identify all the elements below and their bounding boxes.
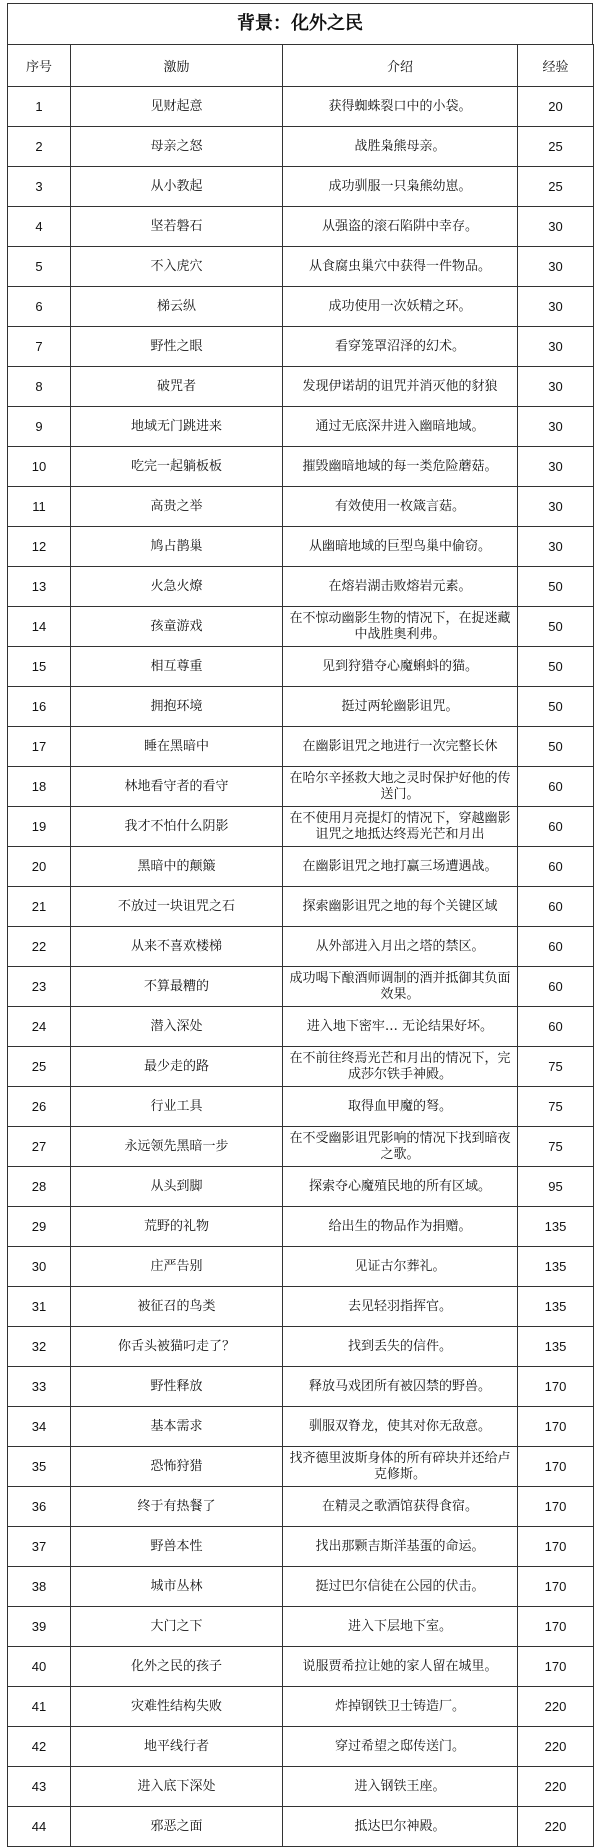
row-experience: 60 <box>518 807 594 847</box>
row-number: 17 <box>8 727 71 767</box>
row-experience: 50 <box>518 687 594 727</box>
table-row <box>8 1487 594 1527</box>
row-description: 在幽影诅咒之地进行一次完整长休 <box>283 727 518 767</box>
row-experience: 30 <box>518 447 594 487</box>
row-description: 找齐德里波斯身体的所有碎块并还给卢克修斯。 <box>283 1447 518 1487</box>
row-incentive-name: 潜入深处 <box>71 1007 283 1047</box>
row-description: 在不前往终焉光芒和月出的情况下，完成莎尔铁手神殿。 <box>283 1047 518 1087</box>
table-row <box>8 727 594 767</box>
row-description: 在精灵之歌酒馆获得食宿。 <box>283 1487 518 1527</box>
row-number: 8 <box>8 367 71 407</box>
row-experience: 30 <box>518 407 594 447</box>
row-number: 36 <box>8 1487 71 1527</box>
row-experience: 220 <box>518 1807 594 1847</box>
row-number: 2 <box>8 127 71 167</box>
table-row <box>8 1527 594 1567</box>
row-number: 22 <box>8 927 71 967</box>
row-incentive-name: 终于有热餐了 <box>71 1487 283 1527</box>
row-number: 43 <box>8 1767 71 1807</box>
table-row <box>8 647 594 687</box>
row-experience: 95 <box>518 1167 594 1207</box>
row-incentive-name: 你舌头被猫叼走了？ <box>71 1327 283 1367</box>
row-number: 28 <box>8 1167 71 1207</box>
column-header-number: 序号 <box>8 45 71 87</box>
row-description: 进入地下密牢… 无论结果好坏。 <box>283 1007 518 1047</box>
row-experience: 60 <box>518 847 594 887</box>
row-incentive-name: 野兽本性 <box>71 1527 283 1567</box>
row-description: 在幽影诅咒之地打赢三场遭遇战。 <box>283 847 518 887</box>
column-header-experience: 经验 <box>518 45 594 87</box>
row-number: 7 <box>8 327 71 367</box>
row-number: 27 <box>8 1127 71 1167</box>
row-incentive-name: 从小教起 <box>71 167 283 207</box>
row-experience: 60 <box>518 1007 594 1047</box>
row-incentive-name: 睡在黑暗中 <box>71 727 283 767</box>
table-row <box>8 1007 594 1047</box>
row-experience: 170 <box>518 1447 594 1487</box>
row-description: 成功使用一次妖精之环。 <box>283 287 518 327</box>
row-number: 26 <box>8 1087 71 1127</box>
row-experience: 60 <box>518 767 594 807</box>
table-row <box>8 1047 594 1087</box>
row-number: 42 <box>8 1727 71 1767</box>
incentive-table-container <box>7 3 593 1847</box>
row-number: 3 <box>8 167 71 207</box>
row-experience: 135 <box>518 1247 594 1287</box>
row-incentive-name: 破咒者 <box>71 367 283 407</box>
row-experience: 50 <box>518 647 594 687</box>
row-incentive-name: 最少走的路 <box>71 1047 283 1087</box>
table-row <box>8 1447 594 1487</box>
column-header-description: 介绍 <box>283 45 518 87</box>
row-description: 取得血甲魔的弩。 <box>283 1087 518 1127</box>
table-row <box>8 527 594 567</box>
row-experience: 30 <box>518 287 594 327</box>
row-description: 找到丢失的信件。 <box>283 1327 518 1367</box>
table-row <box>8 1767 594 1807</box>
table-row <box>8 567 594 607</box>
row-experience: 30 <box>518 367 594 407</box>
row-description: 挺过两轮幽影诅咒。 <box>283 687 518 727</box>
row-experience: 50 <box>518 727 594 767</box>
row-experience: 60 <box>518 967 594 1007</box>
row-experience: 220 <box>518 1727 594 1767</box>
row-incentive-name: 从头到脚 <box>71 1167 283 1207</box>
row-number: 37 <box>8 1527 71 1567</box>
table-row <box>8 207 594 247</box>
row-description: 挺过巴尔信徒在公园的伏击。 <box>283 1567 518 1607</box>
table-row <box>8 287 594 327</box>
table-row <box>8 1127 594 1167</box>
row-description: 炸掉钢铁卫士铸造厂。 <box>283 1687 518 1727</box>
table-row <box>8 887 594 927</box>
row-incentive-name: 邪恶之面 <box>71 1807 283 1847</box>
row-incentive-name: 高贵之举 <box>71 487 283 527</box>
table-row <box>8 967 594 1007</box>
row-description: 在不受幽影诅咒影响的情况下找到暗夜之歌。 <box>283 1127 518 1167</box>
table-row <box>8 247 594 287</box>
row-experience: 170 <box>518 1487 594 1527</box>
row-incentive-name: 母亲之怒 <box>71 127 283 167</box>
table-row <box>8 447 594 487</box>
table-row <box>8 127 594 167</box>
row-incentive-name: 从来不喜欢楼梯 <box>71 927 283 967</box>
row-number: 12 <box>8 527 71 567</box>
row-description: 在哈尔辛拯救大地之灵时保护好他的传送门。 <box>283 767 518 807</box>
table-row <box>8 1287 594 1327</box>
row-experience: 20 <box>518 87 594 127</box>
table-row <box>8 1807 594 1847</box>
row-experience: 50 <box>518 567 594 607</box>
row-number: 20 <box>8 847 71 887</box>
row-incentive-name: 野性之眼 <box>71 327 283 367</box>
table-row <box>8 487 594 527</box>
row-number: 19 <box>8 807 71 847</box>
row-number: 34 <box>8 1407 71 1447</box>
row-number: 32 <box>8 1327 71 1367</box>
row-experience: 75 <box>518 1127 594 1167</box>
row-description: 见证古尔葬礼。 <box>283 1247 518 1287</box>
table-row <box>8 1247 594 1287</box>
row-number: 25 <box>8 1047 71 1087</box>
row-incentive-name: 拥抱环境 <box>71 687 283 727</box>
table-row <box>8 807 594 847</box>
row-incentive-name: 吃完一起躺板板 <box>71 447 283 487</box>
table-row <box>8 1207 594 1247</box>
row-description: 从食腐虫巢穴中获得一件物品。 <box>283 247 518 287</box>
row-number: 38 <box>8 1567 71 1607</box>
row-experience: 170 <box>518 1527 594 1567</box>
row-description: 在熔岩湖击败熔岩元素。 <box>283 567 518 607</box>
row-number: 5 <box>8 247 71 287</box>
row-experience: 30 <box>518 247 594 287</box>
table-row <box>8 367 594 407</box>
row-experience: 220 <box>518 1687 594 1727</box>
row-incentive-name: 相互尊重 <box>71 647 283 687</box>
row-number: 21 <box>8 887 71 927</box>
row-description: 抵达巴尔神殿。 <box>283 1807 518 1847</box>
row-incentive-name: 进入底下深处 <box>71 1767 283 1807</box>
row-description: 释放马戏团所有被囚禁的野兽。 <box>283 1367 518 1407</box>
row-experience: 60 <box>518 887 594 927</box>
row-description: 见到狩猎夺心魔蝌蚪的猫。 <box>283 647 518 687</box>
row-description: 驯服双脊龙，使其对你无敌意。 <box>283 1407 518 1447</box>
row-number: 23 <box>8 967 71 1007</box>
table-row <box>8 767 594 807</box>
row-description: 从强盗的滚石陷阱中幸存。 <box>283 207 518 247</box>
row-number: 1 <box>8 87 71 127</box>
row-incentive-name: 野性释放 <box>71 1367 283 1407</box>
row-number: 40 <box>8 1647 71 1687</box>
table-row <box>8 1087 594 1127</box>
table-row <box>8 327 594 367</box>
row-incentive-name: 行业工具 <box>71 1087 283 1127</box>
row-incentive-name: 鸠占鹊巢 <box>71 527 283 567</box>
row-experience: 135 <box>518 1207 594 1247</box>
row-number: 16 <box>8 687 71 727</box>
row-experience: 25 <box>518 127 594 167</box>
row-number: 11 <box>8 487 71 527</box>
row-number: 24 <box>8 1007 71 1047</box>
incentive-table <box>7 44 594 1847</box>
row-description: 在不使用月亮提灯的情况下，穿越幽影诅咒之地抵达终焉光芒和月出 <box>283 807 518 847</box>
row-incentive-name: 黑暗中的颠簸 <box>71 847 283 887</box>
row-experience: 30 <box>518 327 594 367</box>
row-incentive-name: 我才不怕什么阴影 <box>71 807 283 847</box>
row-description: 穿过希望之邸传送门。 <box>283 1727 518 1767</box>
row-number: 13 <box>8 567 71 607</box>
row-experience: 50 <box>518 607 594 647</box>
row-description: 进入下层地下室。 <box>283 1607 518 1647</box>
table-row <box>8 847 594 887</box>
row-number: 4 <box>8 207 71 247</box>
table-row <box>8 1567 594 1607</box>
row-description: 有效使用一枚箴言菇。 <box>283 487 518 527</box>
row-description: 获得蜘蛛裂口中的小袋。 <box>283 87 518 127</box>
table-row <box>8 1607 594 1647</box>
table-row <box>8 687 594 727</box>
row-experience: 170 <box>518 1367 594 1407</box>
row-incentive-name: 孩童游戏 <box>71 607 283 647</box>
row-experience: 75 <box>518 1087 594 1127</box>
row-experience: 60 <box>518 927 594 967</box>
row-experience: 170 <box>518 1607 594 1647</box>
table-row <box>8 1687 594 1727</box>
row-description: 发现伊诺胡的诅咒并消灭他的豺狼 <box>283 367 518 407</box>
row-incentive-name: 基本需求 <box>71 1407 283 1447</box>
row-incentive-name: 坚若磐石 <box>71 207 283 247</box>
row-incentive-name: 城市丛林 <box>71 1567 283 1607</box>
table-row <box>8 607 594 647</box>
row-description: 从外部进入月出之塔的禁区。 <box>283 927 518 967</box>
row-description: 从幽暗地域的巨型鸟巢中偷窃。 <box>283 527 518 567</box>
row-incentive-name: 梯云纵 <box>71 287 283 327</box>
row-description: 探索夺心魔殖民地的所有区域。 <box>283 1167 518 1207</box>
table-row <box>8 407 594 447</box>
row-incentive-name: 永远领先黑暗一步 <box>71 1127 283 1167</box>
table-row <box>8 1647 594 1687</box>
row-incentive-name: 见财起意 <box>71 87 283 127</box>
row-experience: 170 <box>518 1407 594 1447</box>
row-number: 10 <box>8 447 71 487</box>
row-description: 看穿笼罩沼泽的幻术。 <box>283 327 518 367</box>
row-incentive-name: 地域无门跳进来 <box>71 407 283 447</box>
row-description: 在不惊动幽影生物的情况下，在捉迷藏中战胜奥利弗。 <box>283 607 518 647</box>
table-row <box>8 1327 594 1367</box>
row-number: 31 <box>8 1287 71 1327</box>
table-row <box>8 1367 594 1407</box>
row-description: 找出那颗吉斯洋基蛋的命运。 <box>283 1527 518 1567</box>
row-number: 18 <box>8 767 71 807</box>
row-experience: 135 <box>518 1287 594 1327</box>
row-number: 14 <box>8 607 71 647</box>
row-incentive-name: 火急火燎 <box>71 567 283 607</box>
row-experience: 30 <box>518 207 594 247</box>
column-header-incentive: 激励 <box>71 45 283 87</box>
row-description: 去见轻羽指挥官。 <box>283 1287 518 1327</box>
row-number: 39 <box>8 1607 71 1647</box>
row-incentive-name: 大门之下 <box>71 1607 283 1647</box>
row-incentive-name: 林地看守者的看守 <box>71 767 283 807</box>
row-description: 说服贾希拉让她的家人留在城里。 <box>283 1647 518 1687</box>
row-description: 给出生的物品作为捐赠。 <box>283 1207 518 1247</box>
row-incentive-name: 地平线行者 <box>71 1727 283 1767</box>
table-row <box>8 927 594 967</box>
row-incentive-name: 灾难性结构失败 <box>71 1687 283 1727</box>
row-experience: 30 <box>518 527 594 567</box>
table-row <box>8 87 594 127</box>
row-number: 15 <box>8 647 71 687</box>
row-description: 通过无底深井进入幽暗地域。 <box>283 407 518 447</box>
row-number: 29 <box>8 1207 71 1247</box>
row-incentive-name: 恐怖狩猎 <box>71 1447 283 1487</box>
table-row <box>8 1407 594 1447</box>
row-experience: 135 <box>518 1327 594 1367</box>
table-title: 背景：化外之民 <box>7 3 593 44</box>
row-description: 摧毁幽暗地域的每一类危险蘑菇。 <box>283 447 518 487</box>
row-incentive-name: 被征召的鸟类 <box>71 1287 283 1327</box>
row-incentive-name: 不算最糟的 <box>71 967 283 1007</box>
row-experience: 75 <box>518 1047 594 1087</box>
row-number: 33 <box>8 1367 71 1407</box>
row-number: 30 <box>8 1247 71 1287</box>
row-experience: 170 <box>518 1567 594 1607</box>
row-number: 9 <box>8 407 71 447</box>
table-row <box>8 1727 594 1767</box>
row-number: 44 <box>8 1807 71 1847</box>
row-incentive-name: 化外之民的孩子 <box>71 1647 283 1687</box>
table-row <box>8 167 594 207</box>
row-experience: 170 <box>518 1647 594 1687</box>
row-incentive-name: 不入虎穴 <box>71 247 283 287</box>
row-experience: 30 <box>518 487 594 527</box>
table-row <box>8 1167 594 1207</box>
row-number: 41 <box>8 1687 71 1727</box>
row-incentive-name: 不放过一块诅咒之石 <box>71 887 283 927</box>
row-experience: 25 <box>518 167 594 207</box>
row-description: 成功驯服一只枭熊幼崽。 <box>283 167 518 207</box>
row-description: 探索幽影诅咒之地的每个关键区域 <box>283 887 518 927</box>
row-number: 35 <box>8 1447 71 1487</box>
row-incentive-name: 庄严告别 <box>71 1247 283 1287</box>
row-description: 进入钢铁王座。 <box>283 1767 518 1807</box>
table-header-row <box>8 45 594 87</box>
row-experience: 220 <box>518 1767 594 1807</box>
row-description: 成功喝下酿酒师调制的酒并抵御其负面效果。 <box>283 967 518 1007</box>
row-description: 战胜枭熊母亲。 <box>283 127 518 167</box>
row-incentive-name: 荒野的礼物 <box>71 1207 283 1247</box>
row-number: 6 <box>8 287 71 327</box>
